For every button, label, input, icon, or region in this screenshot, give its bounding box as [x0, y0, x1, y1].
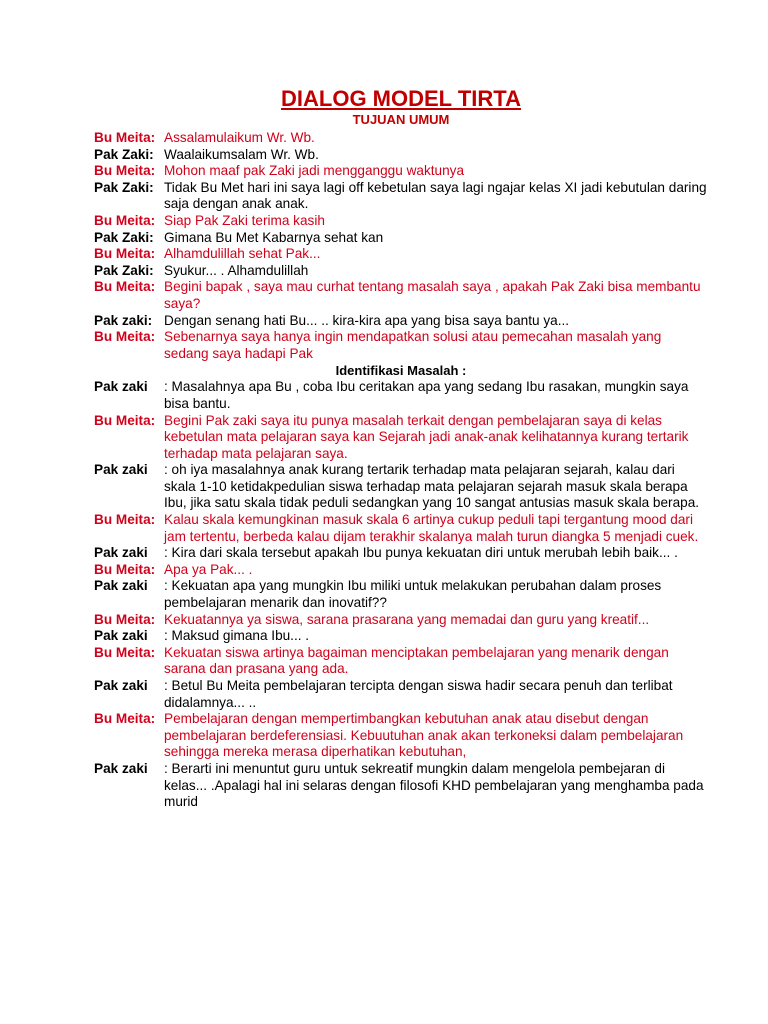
speaker-label: Bu Meita:: [94, 329, 156, 345]
dialog-line: [94, 263, 708, 280]
dialog-line: [94, 246, 708, 263]
speaker-label: Pak Zaki:: [94, 146, 154, 162]
dialog-text: : Masalahnya apa Bu , coba Ibu ceritakan apa yang sedang Ibu rasakan, mungkin saya bisa bantu.: [164, 379, 689, 411]
dialog-text: Gimana Bu Met Kabarnya sehat kan: [164, 229, 384, 245]
speaker-label: Pak zaki: [94, 545, 148, 561]
dialog-text: Pembelajaran dengan mempertimbangkan kebutuhan anak atau disebut dengan pembelajaran berdeferensiasi. Kebuutuhan anak akan terkoneksi dalam pembelajaran sehingga mereka merasa diperhatikan kebutuhan,: [164, 711, 684, 760]
speaker-label: Bu Meita:: [94, 412, 156, 428]
speaker-label: Pak zaki: [94, 379, 148, 395]
dialog-text: : Kekuatan apa yang mungkin Ibu miliki untuk melakukan perubahan dalam proses pembelajaran menarik dan inovatif??: [164, 578, 662, 611]
dialog-text: Mohon maaf pak Zaki jadi mengganggu waktunya: [164, 163, 464, 179]
dialog-line: [94, 163, 708, 180]
dialog-text: Kekuatan siswa artinya bagaiman menciptakan pembelajaran yang menarik dengan sarana dan prasana yang ada.: [164, 644, 669, 677]
dialog-text: Siap Pak Zaki terima kasih: [164, 212, 325, 228]
dialog-text: Kalau skala kemungkinan masuk skala 6 artinya cukup peduli tapi tergantung mood dari jam tertentu, berbeda kalau dijam terakhir skalanya malah turun diangka 5 menjadi cuek.: [164, 512, 699, 544]
dialog-line: [94, 462, 708, 512]
dialog-text: Waalaikumsalam Wr. Wb.: [164, 146, 319, 162]
dialog-text: : Maksud gimana Ibu... .: [164, 628, 310, 644]
speaker-label: Bu Meita:: [94, 130, 156, 145]
speaker-label: Pak zaki: [94, 578, 148, 594]
dialog-line: [94, 678, 708, 711]
document-title: DIALOG MODEL TIRTA: [281, 86, 521, 111]
dialog-text: : Kira dari skala tersebut apakah Ibu punya kekuatan diri untuk merubah lebih baik... .: [164, 545, 678, 561]
speaker-label: Bu Meita:: [94, 512, 156, 528]
dialog-line: [94, 578, 708, 611]
dialog-opening: [94, 130, 708, 362]
section-heading: Identifikasi Masalah :: [335, 363, 467, 379]
dialog-line: [94, 512, 708, 545]
speaker-label: Pak Zaki:: [94, 179, 154, 195]
dialog-line: [94, 628, 708, 645]
dialog-line: [94, 761, 708, 811]
dialog-line: [94, 213, 708, 230]
speaker-label: Pak Zaki:: [94, 262, 154, 278]
dialog-text: Kekuatannya ya siswa, sarana prasarana yang memadai dan guru yang kreatif...: [164, 611, 650, 627]
dialog-line: [94, 313, 708, 330]
dialog-text: : Betul Bu Meita pembelajaran tercipta dengan siswa hadir secara penuh dan terlibat didalamnya... ..: [164, 678, 673, 710]
dialog-line: [94, 612, 708, 629]
speaker-label: Bu Meita:: [94, 644, 156, 660]
speaker-label: Pak zaki: [94, 760, 148, 776]
dialog-text: Begini bapak , saya mau curhat tentang masalah saya , apakah Pak Zaki bisa membantu saya?: [164, 279, 701, 311]
dialog-line: [94, 147, 708, 164]
dialog-line: [94, 180, 708, 213]
dialog-text: : oh iya masalahnya anak kurang tertarik terhadap mata pelajaran sejarah, kalau dari skala 1-10 ketidakpedulian siswa terhadap mata pelajaran sejarah masuk skala berapa Ibu, jika satu skala tidak peduli sedangkan yang 10 sangat antusias masuk skala berapa.: [164, 462, 700, 511]
dialog-text: Syukur... . Alhamdulillah: [164, 262, 309, 278]
speaker-label: Bu Meita:: [94, 212, 156, 228]
dialog-line: [94, 130, 708, 147]
speaker-label: Bu Meita:: [94, 561, 156, 577]
dialog-line: [94, 413, 708, 463]
speaker-label: Bu Meita:: [94, 163, 156, 179]
dialog-line: [94, 645, 708, 678]
speaker-label: Pak zaki: [94, 462, 148, 478]
speaker-label: Bu Meita:: [94, 246, 156, 262]
dialog-text: Alhamdulillah sehat Pak...: [164, 246, 321, 262]
dialog-text: Begini Pak zaki saya itu punya masalah terkait dengan pembelajaran saya di kelas kebetulan mata pelajaran saya kan Sejarah jadi anak-anak kelihatannya kurang tertarik terhadap mata pelajaran saya.: [164, 412, 689, 461]
speaker-label: Pak zaki: [94, 678, 148, 693]
dialog-text: Sebenarnya saya hanya ingin mendapatkan solusi atau pemecahan masalah yang sedang saya hadapi Pak: [164, 329, 662, 361]
speaker-label: Pak zaki:: [94, 312, 153, 328]
speaker-label: Bu Meita:: [94, 611, 156, 627]
dialog-text: Dengan senang hati Bu... .. kira-kira apa yang bisa saya bantu ya...: [164, 312, 570, 328]
dialog-identification: [94, 379, 708, 810]
dialog-line: [94, 545, 708, 562]
speaker-label: Pak Zaki:: [94, 229, 154, 245]
dialog-line: [94, 230, 708, 247]
dialog-line: [94, 711, 708, 761]
dialog-text: Tidak Bu Met hari ini saya lagi off kebetulan saya lagi ngajar kelas XI jadi kebutulan daring saja dengan anak anak.: [164, 179, 707, 212]
dialog-line: [94, 562, 708, 579]
dialog-text: : Berarti ini menuntut guru untuk sekreatif mungkin dalam mengelola pembejaran di kelas... .Apalagi hal ini selaras dengan filosofi KHD pembelajaran yang menghamba pada murid: [164, 760, 704, 810]
document-subtitle: TUJUAN UMUM: [352, 112, 450, 127]
dialog-line: [94, 329, 708, 362]
dialog-text: Apa ya Pak... .: [164, 561, 253, 577]
speaker-label: Pak zaki: [94, 628, 148, 644]
speaker-label: Bu Meita:: [94, 711, 156, 727]
dialog-text: Assalamulaikum Wr. Wb.: [164, 130, 315, 145]
dialog-line: [94, 379, 708, 412]
dialog-line: [94, 279, 708, 312]
speaker-label: Bu Meita:: [94, 279, 156, 295]
